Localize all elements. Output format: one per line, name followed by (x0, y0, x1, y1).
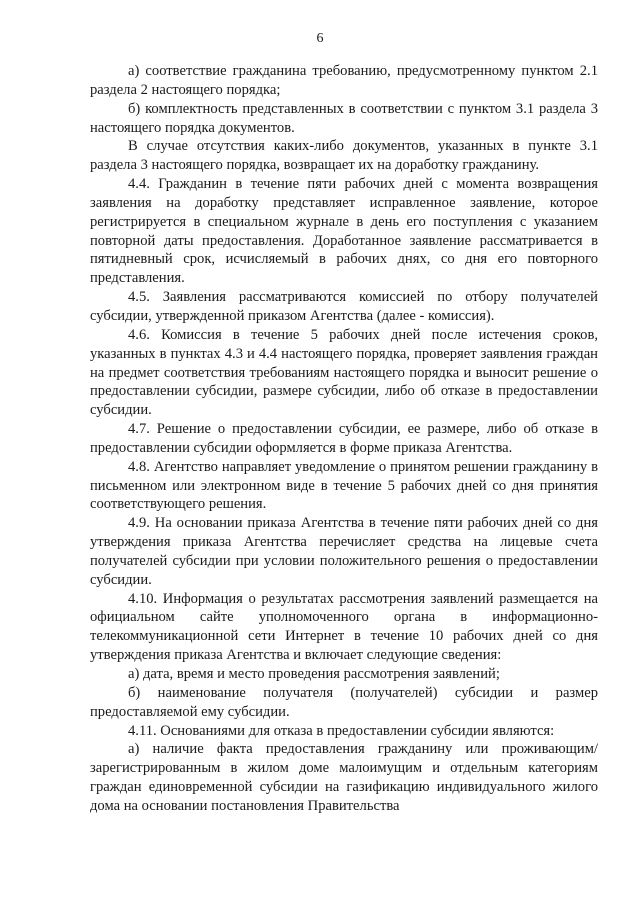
document-body (90, 62, 598, 816)
paragraph-4-6: 4.6. Комиссия в течение 5 рабочих дней после истечения сроков, указанных в пунктах 4.3 и 4.4 настоящего порядка, проверяет заявления граждан на предмет соответствия требованиям настоящего порядка и выносит решение о предоставлении субсидии, размере субсидии, либо об отказе в предоставлении субсидии. (90, 326, 598, 419)
paragraph-missing-documents: В случае отсутствия каких-либо документов, указанных в пункте 3.1 раздела 3 настоящего порядка, возвращает их на доработку гражданину. (90, 138, 598, 174)
paragraph-4-11: 4.11. Основаниями для отказа в предоставлении субсидии являются: (128, 722, 555, 739)
paragraph-4-8: 4.8. Агентство направляет уведомление о принятом решении гражданину в письменном или электронном виде в течение 5 рабочих дней со дня принятия соответствующего решения. (90, 458, 598, 513)
paragraph-2-1-a: а) соответствие гражданина требованию, предусмотренному пунктом 2.1 раздела 2 настоящего порядка; (90, 63, 598, 98)
paragraph-4-10-a: а) дата, время и место проведения рассмотрения заявлений; (128, 666, 500, 682)
paragraph-4-10-b: б) наименование получателя (получателей) субсидии и размер предоставляемой ему субсидии. (90, 684, 598, 720)
paragraph-4-7: 4.7. Решение о предоставлении субсидии, ее размере, либо об отказе в предоставлении субсидии оформляется в форме приказа Агентства. (90, 421, 598, 456)
paragraph-4-10: 4.10. Информация о результатах рассмотрения заявлений размещается на официальном сайте уполномоченного органа в информационно-телекоммуникационной сети Интернет в течение 10 рабочих дней со дня утверждения приказа Агентства и включает следующие сведения: (90, 590, 598, 664)
paragraph-4-9: 4.9. На основании приказа Агентства в течение пяти рабочих дней со дня утверждения приказа Агентства перечисляет средства на лицевые счета получателей субсидии при условии положительного решения о предоставлении субсидии. (90, 515, 598, 588)
paragraph-4-5: 4.5. Заявления рассматриваются комиссией по отбору получателей субсидии, утвержденной приказом Агентства (далее - комиссия). (90, 289, 598, 324)
paragraph-4-4: 4.4. Гражданин в течение пяти рабочих дней с момента возвращения заявления на доработку представляет исправленное заявление, которое регистрируется в специальном журнале в день его поступления с указанием повторной даты предоставления. Доработанное заявление рассматривается в пятидневный срок, исчисляемый в рабочих днях, со дня его повторного представления. (90, 176, 598, 287)
paragraph-4-11-a: а) наличие факта предоставления гражданину или проживающим/зарегистрированным в жилом доме малоимущим и отдельным категориям граждан единовременной субсидии на газификацию индивидуального жилого дома на основании постановления Правительства (90, 741, 598, 814)
paragraph-3-1-b: б) комплектность представленных в соответствии с пунктом 3.1 раздела 3 настоящего порядка документов. (90, 100, 598, 136)
page-number: 6 (316, 31, 324, 46)
